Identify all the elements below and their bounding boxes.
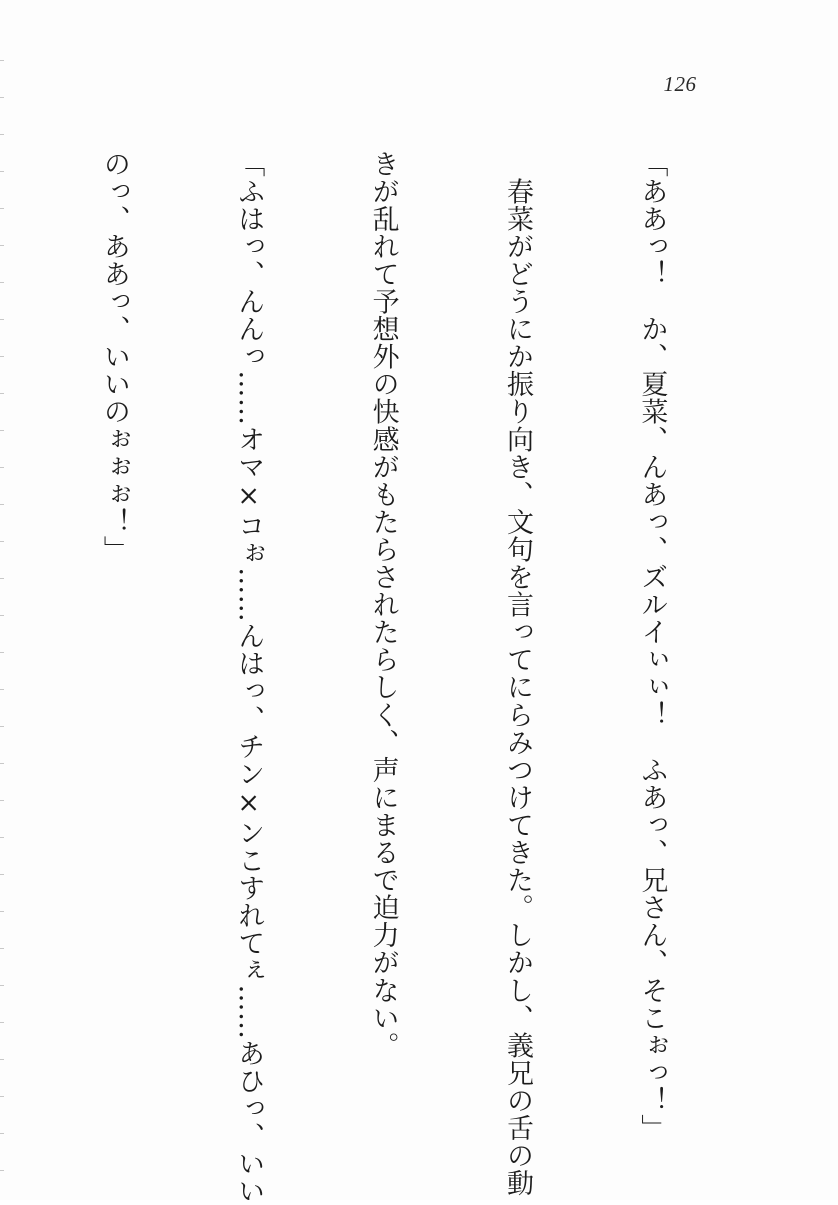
scan-tick-mark [0, 60, 4, 61]
text-line: きが乱れて予想外の快感がもたらされたらしく、声にまるで迫力がない。 [367, 150, 399, 1060]
text-line [0, 150, 1, 1110]
text-line: 「ああっ！ か、夏菜、んあっ、ズルイぃぃ！ ふあっ、兄さん、そこぉっ！」 [636, 150, 668, 1142]
scan-tick-mark [0, 134, 4, 135]
text-line: 春菜がどうにか振り向き、文句を言ってにらみつけてきた。しかし、義兄の舌の動 [502, 150, 534, 1197]
page-number: 126 [663, 72, 697, 96]
vertical-text-body [98, 150, 763, 1205]
scan-tick-mark [0, 97, 4, 98]
scan-tick-mark [0, 1170, 4, 1171]
scan-tick-mark [0, 1133, 4, 1134]
text-line: 「ふはっ、んんっ……オマ×コぉ……んはっ、チン×ンこすれてぇ……あひっ、いい [233, 150, 265, 1205]
text-line: のっ、ああっ、いいのぉぉぉ！」 [98, 150, 130, 564]
